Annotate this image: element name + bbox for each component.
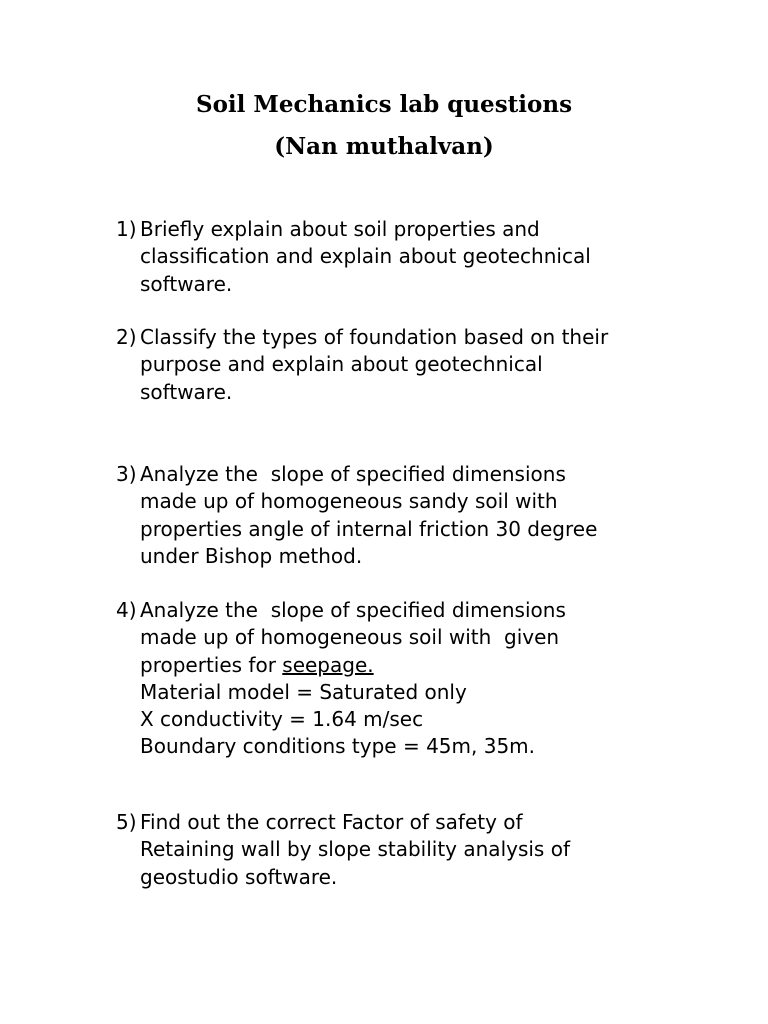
question-line: Retaining wall by slope stability analysis of xyxy=(140,837,570,862)
question-4 xyxy=(116,597,676,761)
question-text xyxy=(140,461,676,570)
question-text xyxy=(140,216,676,298)
question-1 xyxy=(116,216,676,298)
question-2 xyxy=(116,324,676,406)
question-number: 3) xyxy=(116,462,137,486)
question-number: 2) xyxy=(116,325,137,349)
question-line: Analyze the slope of specified dimensions xyxy=(140,598,566,622)
question-line: Classify the types of foundation based on their xyxy=(140,325,609,349)
question-line: software. xyxy=(140,271,233,296)
question-number: 4) xyxy=(116,598,137,622)
question-line: made up of homogeneous soil with given xyxy=(140,625,560,650)
question-line: under Bishop method. xyxy=(140,543,363,568)
question-line: software. xyxy=(140,379,233,404)
underlined-keyword: seepage. xyxy=(282,652,374,677)
conductivity-line: X conductivity = 1.64 m/sec xyxy=(140,707,424,732)
question-number: 1) xyxy=(116,217,137,241)
question-line: geostudio software. xyxy=(140,864,338,889)
boundary-conditions-line: Boundary conditions type = 45m, 35m. xyxy=(140,734,536,759)
question-text xyxy=(140,809,676,891)
question-line: Analyze the slope of specified dimensions xyxy=(140,462,566,486)
question-number: 5) xyxy=(116,810,137,834)
document-title: Soil Mechanics lab questions xyxy=(195,91,573,118)
question-text xyxy=(140,597,676,761)
question-line: purpose and explain about geotechnical xyxy=(140,352,543,377)
question-line-prefix: properties for xyxy=(140,652,283,677)
question-text xyxy=(140,324,676,406)
question-3 xyxy=(116,461,676,570)
question-line-seepage xyxy=(140,652,676,679)
question-line: Briefly explain about soil properties and xyxy=(140,217,540,241)
question-line: classification and explain about geotechnical xyxy=(140,244,591,269)
question-5 xyxy=(116,809,676,891)
document-subtitle: (Nan muthalvan) xyxy=(274,133,494,160)
question-line: properties angle of internal friction 30 degree xyxy=(140,516,598,541)
question-line: made up of homogeneous sandy soil with xyxy=(140,489,558,514)
question-line: Find out the correct Factor of safety of xyxy=(140,810,523,834)
material-model-line: Material model = Saturated only xyxy=(140,679,467,704)
